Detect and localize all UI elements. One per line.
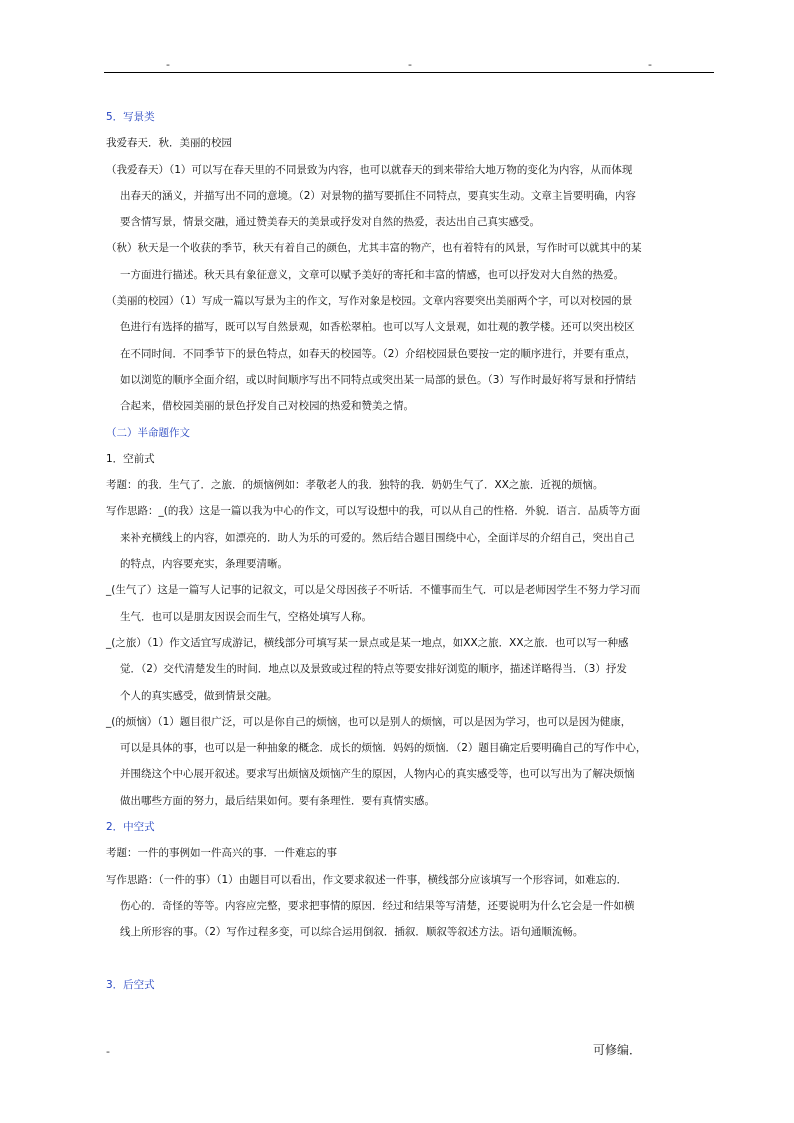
text-line: 可以是具体的事，也可以是一种抽象的概念．成长的烦恼．妈妈的烦恼．（2）题目确定后要明确自己的写作中心， (120, 742, 647, 755)
text-line: _(之旅）（1）作文适宜写成游记，横线部分可填写某一景点或是某一地点，如XX之旅．XX之旅．也可以写一种感 (106, 636, 629, 649)
text-line (106, 946, 714, 972)
text-line: 色进行有选择的描写，既可以写自然景观，如香松翠柏。也可以写人文景观，如壮观的教学楼。还可以突出校区 (120, 321, 635, 334)
section-heading: 5．写景类 (106, 111, 155, 123)
text-line: 考题：一件的事例如一件高兴的事．一件难忘的事 (106, 847, 337, 860)
text-line: _(的烦恼）（1）题目很广泛，可以是你自己的烦恼，也可以是别人的烦恼，可以是因为学习，也可以是因为健康， (106, 715, 632, 728)
header-mark-left: - (166, 58, 170, 71)
text-line: 如以浏览的顺序全面介绍，或以时间顺序写出不同特点或突出某一局部的景色。（3）写作时最好将写景和抒情结 (120, 373, 636, 386)
text-line: 写作思路：（一件的事）（1）由题目可以看出，作文要求叙述一件事，横线部分应该填写一个形容词，如难忘的． (106, 873, 628, 886)
header-mark-right: - (648, 58, 652, 71)
text-line: （秋）秋天是一个收获的季节，秋天有着自己的颜色，尤其丰富的物产，也有着特有的风景，写作时可以就其中的某 (106, 242, 642, 255)
text-line: 并围绕这个中心展开叙述。要求写出烦恼及烦恼产生的原因，人物内心的真实感受等，也可以写出为了解决烦恼 (120, 768, 635, 781)
text-line: 觉．（2）交代清楚发生的时间．地点以及景致或过程的特点等要安排好浏览的顺序，描述详略得当．（3）抒发 (120, 663, 627, 676)
text-line: 伤心的．奇怪的等等。内容应完整，要求把事情的原因．经过和结果等写清楚，还要说明为什么它会是一件如横 (120, 899, 635, 912)
section-heading: 2．中空式 (106, 821, 155, 834)
text-line: 一方面进行描述。秋天具有象征意义，文章可以赋予美好的寄托和丰富的情感，也可以抒发对大自然的热爱。 (120, 268, 624, 281)
text-line: _(生气了）这是一篇写人记事的记叙文，可以是父母因孩子不听话．不懂事而生气．可以是老师因学生不努力学习而 (106, 584, 641, 597)
text-line: 来补充横线上的内容，如漂亮的．助人为乐的可爱的。然后结合题目围绕中心，全面详尽的介绍自己，突出自己 (120, 531, 635, 544)
section-heading: 3．后空式 (106, 978, 155, 991)
text-line: 写作思路：_(的我）这是一篇以我为中心的作文，可以写设想中的我，可以从自己的性格．外貌．语言．品质等方面 (106, 505, 641, 518)
footer-editable-note: 可修编． (593, 1043, 642, 1057)
footer-mark: - (106, 1045, 110, 1058)
text-line: （美丽的校园）（1）写成一篇以写景为主的作文，写作对象是校园。文章内容要突出美丽两个字，可以对校园的景 (106, 295, 633, 308)
text-line: 做出哪些方面的努力，最后结果如何。要有条理性．要有真情实感。 (120, 794, 435, 807)
header-mark-center: - (408, 58, 412, 71)
text-line: 要含情写景，情景交融，通过赞美春天的美景或抒发对自然的热爱，表达出自己真实感受。 (120, 216, 540, 229)
text-line: 的特点，内容要充实，条理要清晰。 (120, 558, 288, 571)
text-line: 生气．也可以是朋友因误会而生气，空格处填写人称。 (120, 610, 372, 623)
section-heading: （二）半命题作文 (106, 426, 190, 439)
header-rule (104, 72, 714, 73)
text-line: 合起来，借校园美丽的景色抒发自己对校园的热爱和赞美之情。 (120, 400, 414, 413)
text-line: 在不同时间．不同季节下的景色特点，如春天的校园等。（2）介绍校园景色要按一定的顺序进行，并要有重点， (120, 347, 636, 360)
text-line: 考题：的我．生气了．之旅．的烦恼例如：孝敬老人的我．独特的我．奶奶生气了．XX之旅．近视的烦恼。 (106, 479, 604, 492)
text-line: 1．空前式 (106, 452, 155, 465)
text-line: （我爱春天）（1）可以写在春天里的不同景致为内容，也可以就春天的到来带给大地万物的变化为内容，从而体现 (106, 163, 633, 176)
document-body (106, 104, 714, 998)
text-line: 出春天的涵义，并描写出不同的意境。（2）对景物的描写要抓住不同特点，要真实生动。文章主旨要明确，内容 (120, 189, 636, 202)
text-line: 个人的真实感受，做到情景交融。 (120, 689, 278, 702)
text-line: 线上所形容的事。（2）写作过程多变，可以综合运用倒叙．插叙．顺叙等叙述方法。语句通顺流畅。 (120, 926, 584, 939)
text-line: 我爱春天．秋．美丽的校园 (106, 137, 232, 150)
